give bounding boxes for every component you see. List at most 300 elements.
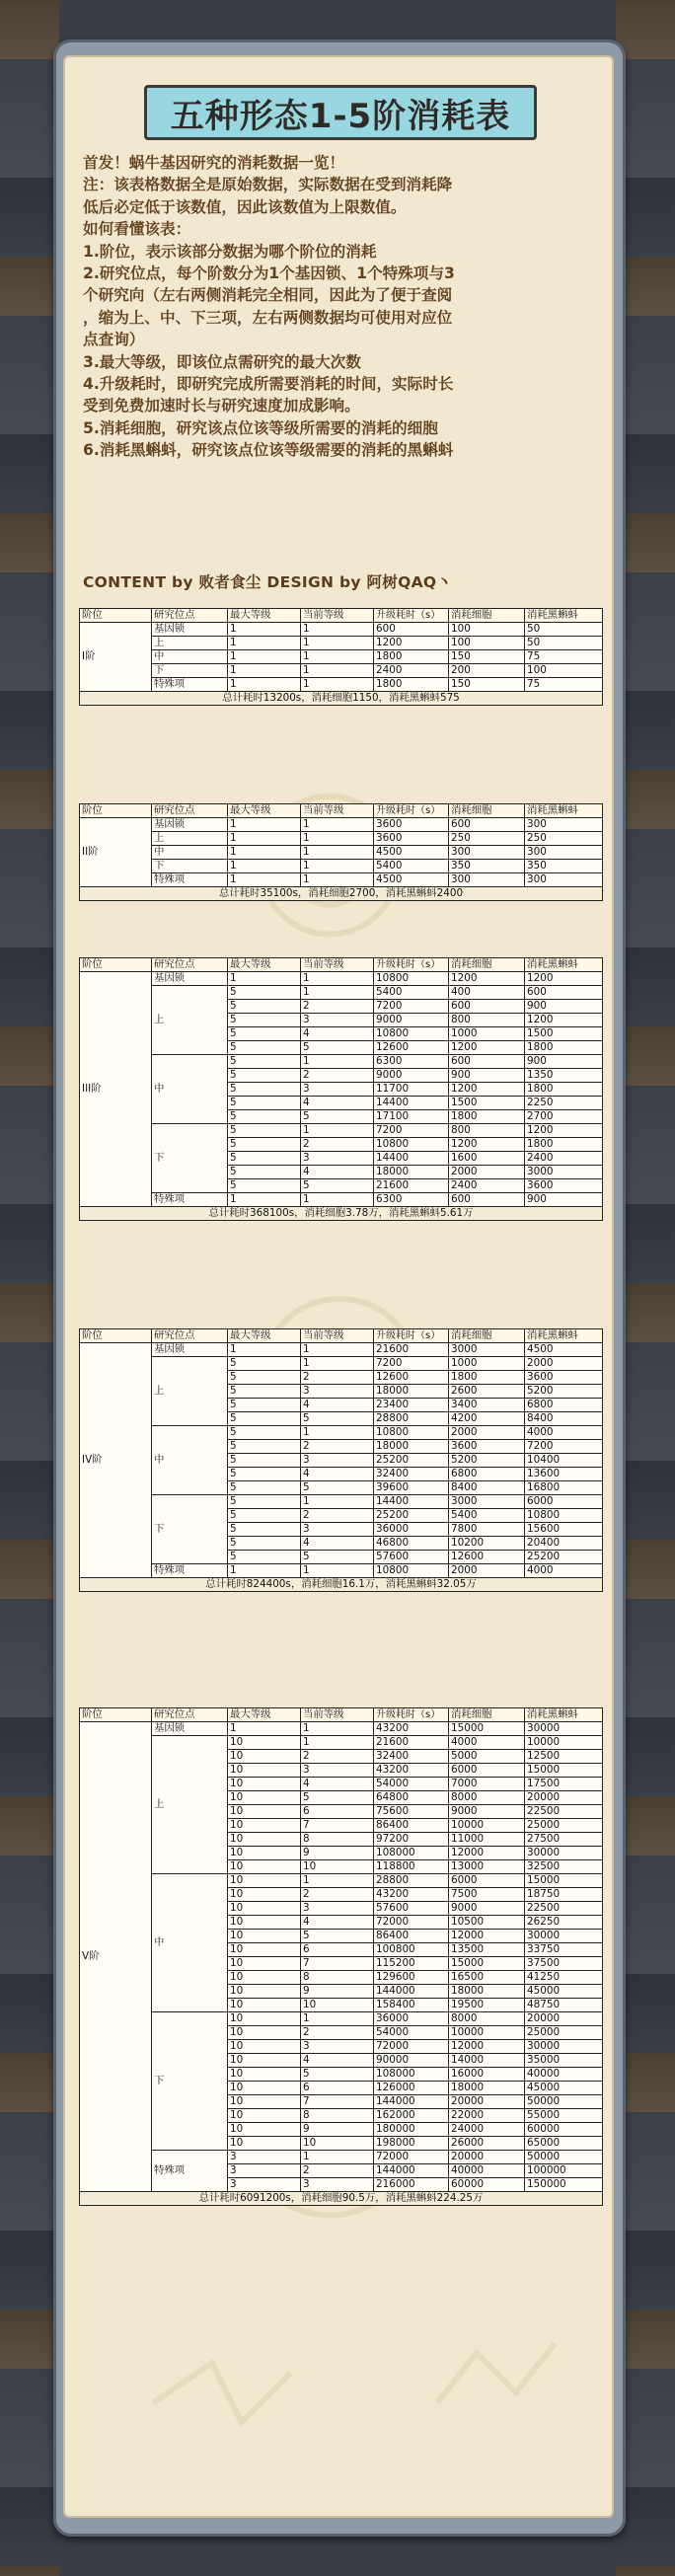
table-cell: 43200 [374,1888,449,1902]
column-header: 阶位 [80,609,152,623]
table-cell: 32400 [374,1468,449,1481]
table-cell: 5 [301,1930,374,1943]
column-header: 阶位 [80,1708,152,1722]
table-cell: 6000 [449,1764,525,1778]
table-cell: 10800 [525,1509,603,1523]
table-cell: 10 [228,2095,301,2109]
research-point-label: 基因锁 [152,972,228,986]
column-header: 最大等级 [228,958,301,972]
table-cell: 300 [525,818,603,832]
table-cell: 16500 [449,1971,525,1985]
credits-line: CONTENT by 败者食尘 DESIGN by 阿树QAQ丶 [83,573,453,591]
table-cell: 4500 [374,873,449,887]
tier-table-4 [79,1328,603,1592]
table-cell: 20000 [525,2012,603,2026]
table-cell: 10 [228,1847,301,1860]
column-header: 阶位 [80,958,152,972]
table-cell: 6 [301,1943,374,1957]
research-point-label: 中 [152,1055,228,1124]
table-cell: 8 [301,2109,374,2123]
table-cell: 5 [228,1551,301,1564]
table-cell: 1 [228,1193,301,1207]
column-header: 消耗黑蝌蚪 [525,1708,603,1722]
column-header: 最大等级 [228,1329,301,1343]
table-cell: 10800 [374,1138,449,1152]
research-point-label: 基因锁 [152,818,228,832]
table-cell: 14400 [374,1152,449,1166]
table-cell: 7800 [449,1523,525,1537]
table-cell: 2400 [374,664,449,678]
table-cell: 97200 [374,1833,449,1847]
table-cell: 60000 [525,2123,603,2137]
table-cell: 1 [228,873,301,887]
table-cell: 7 [301,2095,374,2109]
table-row [80,637,603,650]
table-cell: 5 [228,1454,301,1468]
table-cell: 180000 [374,2123,449,2137]
table-cell: 10800 [374,1426,449,1440]
column-header: 消耗黑蝌蚪 [525,1329,603,1343]
table-cell: 45000 [525,2082,603,2095]
intro-line: 如何看懂该表： [83,220,191,239]
table-header-row [80,1329,603,1343]
table-cell: 1 [228,1343,301,1357]
table-cell: 144000 [374,2095,449,2109]
table-cell: 18000 [449,1985,525,1999]
table-cell: 3 [301,2040,374,2054]
table-cell: 100 [525,664,603,678]
table-cell: 16000 [449,2068,525,2082]
table-cell: 2000 [449,1166,525,1179]
table-cell: 57600 [374,1902,449,1916]
table-cell: 30000 [525,1930,603,1943]
table-cell: 900 [525,1193,603,1207]
table-cell: 5 [301,1481,374,1495]
table-cell: 1800 [525,1041,603,1055]
tier-label: V阶 [80,1722,152,2192]
table-cell: 15000 [449,1957,525,1971]
table-cell: 86400 [374,1930,449,1943]
table-cell: 2 [301,1509,374,1523]
table-cell: 4 [301,2054,374,2068]
table-cell: 2400 [525,1152,603,1166]
table-cell: 9 [301,1847,374,1860]
table-cell: 2400 [449,1179,525,1193]
table-cell: 10 [228,1916,301,1930]
tier-label: I阶 [80,623,152,692]
table-cell: 1200 [525,1014,603,1027]
table-cell: 50000 [525,2095,603,2109]
research-point-label: 下 [152,1495,228,1564]
table-cell: 600 [449,1055,525,1069]
table-cell: 12600 [374,1371,449,1385]
table-cell: 7500 [449,1888,525,1902]
table-cell: 28800 [374,1874,449,1888]
table-row [80,2151,603,2164]
table-cell: 216000 [374,2178,449,2192]
table-cell: 46800 [374,1537,449,1551]
table-cell: 28800 [374,1412,449,1426]
table-cell: 5 [228,1000,301,1014]
table-cell: 10 [228,1930,301,1943]
intro-line: 受到免费加速时长与研究速度加成影响。 [83,397,360,416]
table-cell: 30000 [525,1847,603,1860]
table-cell: 10 [228,2123,301,2137]
tier-total: 总计耗时368100s，消耗细胞3.78万，消耗黑蝌蚪5.61万 [80,1207,603,1221]
table-cell: 25000 [525,1819,603,1833]
table-cell: 1 [301,2151,374,2164]
table-cell: 3 [301,1083,374,1097]
table-cell: 1800 [525,1083,603,1097]
table-cell: 10 [228,1750,301,1764]
table-cell: 5 [228,1027,301,1041]
column-header: 消耗细胞 [449,1329,525,1343]
table-cell: 3000 [525,1166,603,1179]
research-point-label: 上 [152,1736,228,1874]
table-cell: 300 [525,873,603,887]
table-cell: 1 [301,986,374,1000]
table-cell: 5 [228,1357,301,1371]
table-cell: 1350 [525,1069,603,1083]
table-row [80,986,603,1000]
table-cell: 18000 [449,2082,525,2095]
table-cell: 5 [228,1069,301,1083]
table-cell: 3 [228,2151,301,2164]
table-cell: 1 [228,678,301,692]
column-header: 消耗黑蝌蚪 [525,958,603,972]
table-cell: 14400 [374,1495,449,1509]
table-cell: 10 [228,2109,301,2123]
table-cell: 5 [228,1041,301,1055]
table-cell: 10 [301,1999,374,2012]
table-cell: 3600 [374,818,449,832]
table-cell: 300 [525,846,603,860]
table-cell: 1 [301,1722,374,1736]
table-cell: 10 [228,1860,301,1874]
research-point-label: 下 [152,1124,228,1193]
table-cell: 72000 [374,2151,449,2164]
table-cell: 8 [301,1833,374,1847]
table-cell: 26250 [525,1916,603,1930]
column-header: 消耗细胞 [449,1708,525,1722]
page-title: 五种形态1-5阶消耗表 [144,85,537,140]
table-cell: 2 [301,1371,374,1385]
table-cell: 25200 [374,1454,449,1468]
tier-label: II阶 [80,818,152,887]
table-cell: 50000 [525,2151,603,2164]
table-cell: 2000 [525,1357,603,1371]
table-cell: 10 [228,1888,301,1902]
table-cell: 15000 [449,1722,525,1736]
table-cell: 4 [301,1027,374,1041]
table-cell: 8 [301,1971,374,1985]
table-cell: 3600 [525,1371,603,1385]
table-cell: 1 [228,972,301,986]
table-cell: 1 [301,846,374,860]
table-cell: 5 [228,1083,301,1097]
table-cell: 13500 [449,1943,525,1957]
table-cell: 9000 [449,1805,525,1819]
research-point-label: 特殊项 [152,1193,228,1207]
table-cell: 15000 [525,1874,603,1888]
table-cell: 10 [228,1778,301,1791]
tier-total: 总计耗时824400s，消耗细胞16.1万，消耗黑蝌蚪32.05万 [80,1578,603,1592]
table-cell: 7200 [374,1124,449,1138]
research-point-label: 上 [152,832,228,846]
table-cell: 3 [228,2164,301,2178]
table-cell: 400 [449,986,525,1000]
table-cell: 9 [301,2123,374,2137]
column-header: 升级耗时（s） [374,958,449,972]
table-cell: 350 [525,860,603,873]
table-cell: 4 [301,1097,374,1110]
intro-line: 5.消耗细胞，研究该点位该等级所需要的消耗的细胞 [83,418,438,437]
intro-line: 3.最大等级，即该位点需研究的最大次数 [83,352,361,371]
table-cell: 1 [228,664,301,678]
table-row [80,873,603,887]
table-cell: 1 [228,832,301,846]
table-cell: 35000 [525,2054,603,2068]
column-header: 最大等级 [228,804,301,818]
table-row [80,1722,603,1736]
table-cell: 64800 [374,1791,449,1805]
table-cell: 5 [228,1509,301,1523]
table-cell: 3600 [525,1179,603,1193]
table-cell: 22500 [525,1902,603,1916]
table-cell: 17100 [374,1110,449,1124]
paper-sheet[interactable] [63,55,614,2518]
table-cell: 22500 [525,1805,603,1819]
table-cell: 32400 [374,1750,449,1764]
table-cell: 1200 [374,637,449,650]
table-cell: 100800 [374,1943,449,1957]
table-cell: 1 [301,1357,374,1371]
table-cell: 2 [301,1138,374,1152]
table-cell: 12600 [374,1041,449,1055]
table-cell: 800 [449,1014,525,1027]
table-cell: 21600 [374,1179,449,1193]
table-cell: 13000 [449,1860,525,1874]
table-cell: 12000 [449,1847,525,1860]
table-cell: 25000 [525,2026,603,2040]
table-cell: 18000 [374,1440,449,1454]
table-cell: 23400 [374,1399,449,1412]
table-cell: 600 [374,623,449,637]
table-cell: 25200 [525,1551,603,1564]
table-cell: 5200 [525,1385,603,1399]
table-cell: 158400 [374,1999,449,2012]
table-row [80,664,603,678]
table-cell: 15600 [525,1523,603,1537]
table-cell: 4000 [449,1736,525,1750]
intro-line: 个研究向（左右两侧消耗完全相同，因此为了便于查阅 [83,286,453,305]
table-cell: 21600 [374,1736,449,1750]
table-row [80,1874,603,1888]
table-cell: 4 [301,1399,374,1412]
research-point-label: 上 [152,1357,228,1426]
table-cell: 10000 [449,1819,525,1833]
table-cell: 144000 [374,1985,449,1999]
table-cell: 40000 [449,2164,525,2178]
table-row [80,623,603,637]
table-cell: 5 [228,1166,301,1179]
table-cell: 10 [228,1943,301,1957]
research-point-label: 特殊项 [152,678,228,692]
table-cell: 6800 [449,1468,525,1481]
table-cell: 7 [301,1957,374,1971]
table-cell: 3600 [449,1440,525,1454]
table-cell: 12000 [449,1930,525,1943]
column-header: 消耗细胞 [449,609,525,623]
intro-line: 6.消耗黑蝌蚪，研究该点位该等级需要的消耗的黑蝌蚪 [83,441,454,460]
table-cell: 600 [449,818,525,832]
table-cell: 800 [449,1124,525,1138]
table-cell: 1 [301,1564,374,1578]
table-cell: 10 [228,1874,301,1888]
intro-line: 2.研究位点，每个阶数分为1个基因锁、1个特殊项与3 [83,265,455,283]
table-cell: 22000 [449,2109,525,2123]
table-cell: 6300 [374,1193,449,1207]
table-cell: 600 [525,986,603,1000]
table-cell: 13600 [525,1468,603,1481]
table-cell: 2 [301,1069,374,1083]
table-cell: 150 [449,650,525,664]
table-cell: 37500 [525,1957,603,1971]
table-cell: 10 [228,2012,301,2026]
table-cell: 4 [301,1166,374,1179]
tier-total-row [80,1578,603,1592]
table-cell: 8000 [449,2012,525,2026]
table-cell: 4 [301,1916,374,1930]
table-cell: 1 [301,1193,374,1207]
table-cell: 1200 [449,1138,525,1152]
table-cell: 1 [228,637,301,650]
table-cell: 75 [525,678,603,692]
table-row [80,1193,603,1207]
table-cell: 5 [301,1412,374,1426]
table-cell: 6000 [449,1874,525,1888]
intro-line: 首发！蜗牛基因研究的消耗数据一览！ [83,154,345,172]
table-cell: 2 [301,2026,374,2040]
research-point-label: 特殊项 [152,2151,228,2192]
table-cell: 5 [228,1537,301,1551]
tier-total-row [80,1207,603,1221]
table-cell: 5000 [449,1750,525,1764]
table-cell: 30000 [525,1722,603,1736]
table-cell: 8400 [525,1412,603,1426]
research-point-label: 特殊项 [152,873,228,887]
table-row [80,650,603,664]
table-cell: 9000 [374,1014,449,1027]
table-cell: 1 [228,1722,301,1736]
intro-text [83,152,606,462]
column-header: 当前等级 [301,804,374,818]
table-cell: 26000 [449,2137,525,2151]
table-cell: 3 [301,2178,374,2192]
column-header: 最大等级 [228,609,301,623]
table-cell: 144000 [374,2164,449,2178]
column-header: 消耗细胞 [449,804,525,818]
research-point-label: 上 [152,986,228,1055]
table-cell: 5 [228,1014,301,1027]
table-header-row [80,804,603,818]
table-cell: 1500 [449,1097,525,1110]
table-cell: 2250 [525,1097,603,1110]
table-cell: 5 [228,1110,301,1124]
table-cell: 1 [228,650,301,664]
column-header: 研究位点 [152,1708,228,1722]
table-cell: 5 [228,1426,301,1440]
table-cell: 1200 [449,1083,525,1097]
table-cell: 50 [525,637,603,650]
table-row [80,678,603,692]
table-cell: 10 [301,1860,374,1874]
table-cell: 3000 [449,1495,525,1509]
table-cell: 20000 [449,2151,525,2164]
table-cell: 27500 [525,1833,603,1847]
table-cell: 3000 [449,1343,525,1357]
table-cell: 5 [228,1371,301,1385]
table-cell: 300 [449,873,525,887]
table-cell: 6 [301,2082,374,2095]
tier-label: IV阶 [80,1343,152,1578]
table-cell: 65000 [525,2137,603,2151]
table-cell: 7200 [525,1440,603,1454]
table-cell: 10 [228,1736,301,1750]
table-cell: 3 [301,1014,374,1027]
table-cell: 10 [228,1971,301,1985]
table-cell: 600 [449,1000,525,1014]
table-cell: 9000 [449,1902,525,1916]
table-cell: 900 [449,1069,525,1083]
table-cell: 108000 [374,1847,449,1860]
table-cell: 21600 [374,1343,449,1357]
table-cell: 10 [228,1805,301,1819]
table-cell: 2000 [449,1564,525,1578]
table-cell: 43200 [374,1722,449,1736]
table-cell: 10 [228,2054,301,2068]
research-point-label: 中 [152,1874,228,2012]
table-cell: 19500 [449,1999,525,2012]
table-cell: 3 [301,1523,374,1537]
table-cell: 2000 [449,1426,525,1440]
table-cell: 3 [228,2178,301,2192]
column-header: 升级耗时（s） [374,804,449,818]
table-cell: 100000 [525,2164,603,2178]
table-cell: 1 [301,873,374,887]
table-cell: 5 [228,1097,301,1110]
column-header: 研究位点 [152,609,228,623]
table-cell: 2700 [525,1110,603,1124]
table-cell: 1000 [449,1027,525,1041]
table-row [80,972,603,986]
table-cell: 41250 [525,1971,603,1985]
table-cell: 1 [228,818,301,832]
column-header: 研究位点 [152,1329,228,1343]
table-row [80,1495,603,1509]
table-cell: 20000 [525,1791,603,1805]
table-header-row [80,958,603,972]
table-cell: 36000 [374,1523,449,1537]
column-header: 消耗黑蝌蚪 [525,609,603,623]
table-cell: 1 [301,1495,374,1509]
column-header: 阶位 [80,1329,152,1343]
table-cell: 10 [228,2068,301,2082]
table-cell: 5 [301,2068,374,2082]
tier-table-5 [79,1707,603,2206]
column-header: 研究位点 [152,958,228,972]
table-cell: 4000 [525,1426,603,1440]
